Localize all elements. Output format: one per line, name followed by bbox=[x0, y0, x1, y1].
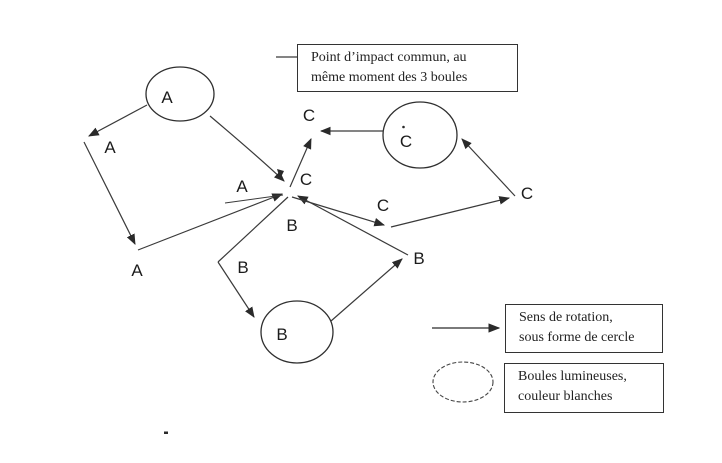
trajectory-c-segment-4 bbox=[391, 198, 509, 227]
label-a-upper-left: A bbox=[104, 138, 116, 157]
callout-line-1: Point d’impact commun, au bbox=[311, 50, 467, 65]
ball-c-dot-mark bbox=[402, 126, 405, 129]
callout-impact-box bbox=[297, 44, 518, 92]
ball-c-ellipse bbox=[383, 102, 457, 168]
ball-a-ellipse bbox=[146, 67, 214, 121]
label-a-lower-left: A bbox=[131, 261, 143, 280]
legend-ball-ellipse-icon bbox=[433, 362, 493, 402]
callout-line-2: même moment des 3 boules bbox=[311, 70, 468, 85]
trajectory-a-segment-1 bbox=[89, 105, 147, 136]
trajectory-a-segment-2 bbox=[84, 142, 135, 244]
trajectory-b-segment-3 bbox=[331, 259, 402, 321]
legend-balls-line-2: couleur blanches bbox=[518, 389, 613, 404]
label-a-ellipse: A bbox=[161, 88, 173, 107]
legend-rotation-line-2: sous forme de cercle bbox=[519, 330, 635, 345]
legend-rotation-line-1: Sens de rotation, bbox=[519, 310, 613, 325]
impact-point-arrow-icon bbox=[277, 169, 284, 179]
label-b-near-impact: B bbox=[286, 216, 298, 235]
legend-rotation-box bbox=[505, 304, 663, 353]
legend-balls-box bbox=[504, 363, 664, 413]
label-b-right: B bbox=[413, 249, 425, 268]
label-b-ellipse: B bbox=[276, 325, 288, 344]
legend-balls-line-1: Boules lumineuses, bbox=[518, 369, 627, 384]
trajectory-c-segment-5 bbox=[462, 139, 515, 196]
trajectory-c-segment-3 bbox=[292, 197, 384, 225]
label-c-mid-bottom: C bbox=[376, 196, 390, 215]
label-b-left: B bbox=[237, 258, 249, 277]
ball-b-ellipse bbox=[261, 301, 333, 363]
trajectory-b-segment-1 bbox=[218, 197, 288, 262]
label-c-ellipse: C bbox=[399, 132, 413, 151]
trajectory-b-segment-4 bbox=[298, 196, 408, 255]
stray-mark bbox=[164, 432, 168, 435]
label-a-near-impact: A bbox=[236, 177, 248, 196]
trajectory-a-segment-4 bbox=[210, 116, 284, 181]
label-c-right: C bbox=[520, 184, 534, 203]
trajectory-a-stub bbox=[225, 195, 283, 203]
label-c-top-left: C bbox=[302, 106, 316, 125]
label-c-near-impact: C bbox=[299, 170, 313, 189]
